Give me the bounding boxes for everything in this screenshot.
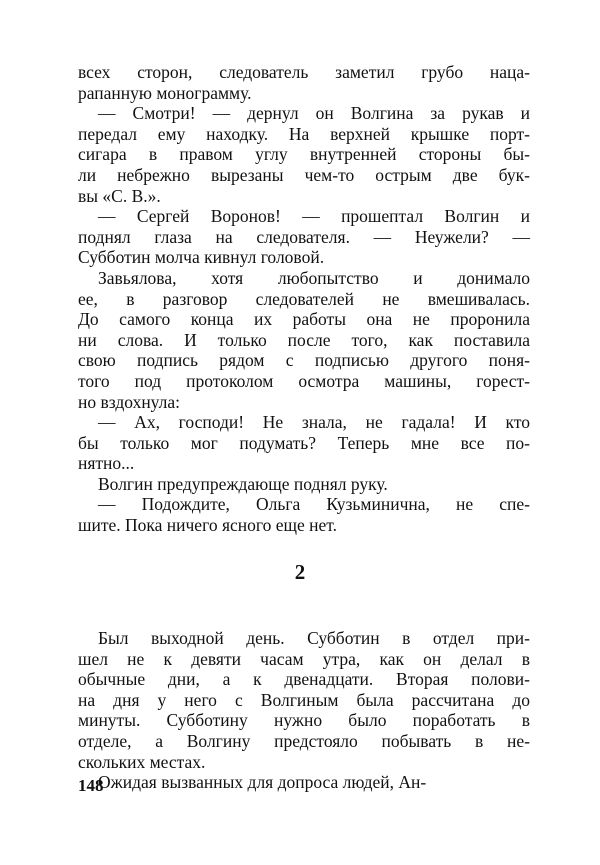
text-line: свою подпись рядом с подписью другого поня- <box>78 350 530 371</box>
text-line: — Подождите, Ольга Кузьминична, не спе- <box>98 494 530 515</box>
text-line: поднял глаза на следователя. — Неужели? — <box>78 226 530 247</box>
text-line: но вздохнула: <box>78 391 181 412</box>
text-line: ни слова. И только после того, как поставила <box>78 329 530 350</box>
text-line: вы «С. В.». <box>78 185 161 206</box>
text-line: шел не к девяти часам утра, как он делал в <box>78 648 530 669</box>
text-line: шите. Пока ничего ясного еще нет. <box>78 515 337 536</box>
text-line: ее, в разговор следователей не вмешивалась. <box>78 288 530 309</box>
text-line: ли небрежно вырезаны чем-то острым две бук- <box>78 164 530 185</box>
text-line: Волгин предупреждающе поднял руку. <box>98 473 388 494</box>
text-line: передал ему находку. На верхней крышке порт- <box>78 123 530 144</box>
text-line: отделе, а Волгину предстояло побывать в не- <box>78 730 530 751</box>
text-line: на дня у него с Волгиным была рассчитана до <box>78 689 530 710</box>
text-line: скольких местах. <box>78 751 206 772</box>
chapter-heading: 2 <box>294 560 306 584</box>
text-line: рапанную монограмму. <box>78 82 252 103</box>
page-number: 148 <box>78 776 104 795</box>
text-line: Субботин молча кивнул головой. <box>78 247 325 268</box>
text-line: сигара в правом углу внутренней стороны бы- <box>78 144 530 165</box>
text-line: — Сергей Воронов! — прошептал Волгин и <box>98 206 530 227</box>
text-line: Ожидая вызванных для допроса людей, Ан- <box>98 772 427 793</box>
text-line: того под протоколом осмотра машины, горест- <box>78 370 530 391</box>
text-line: обычные дни, а к двенадцати. Вторая полови- <box>78 669 530 690</box>
text-line: всех сторон, следователь заметил грубо нaца- <box>78 62 530 82</box>
text-line: До самого конца их работы она не проронила <box>78 309 530 330</box>
text-line: Завьялова, хотя любопытство и донимало <box>98 267 530 288</box>
text-section-1 <box>78 62 530 536</box>
text-section-2 <box>78 628 530 793</box>
text-line: нятно... <box>78 453 135 474</box>
text-line: — Ах, господи! Не знала, не гадала! И кто <box>98 412 530 433</box>
text-line: — Смотри! — дернул он Волгина за рукав и <box>98 103 530 124</box>
text-line: бы только мог подумать? Теперь мне все по- <box>78 432 530 453</box>
text-line: минуты. Субботину нужно было поработать в <box>78 710 530 731</box>
text-line: Был выходной день. Субботин в отдел при- <box>98 628 530 648</box>
